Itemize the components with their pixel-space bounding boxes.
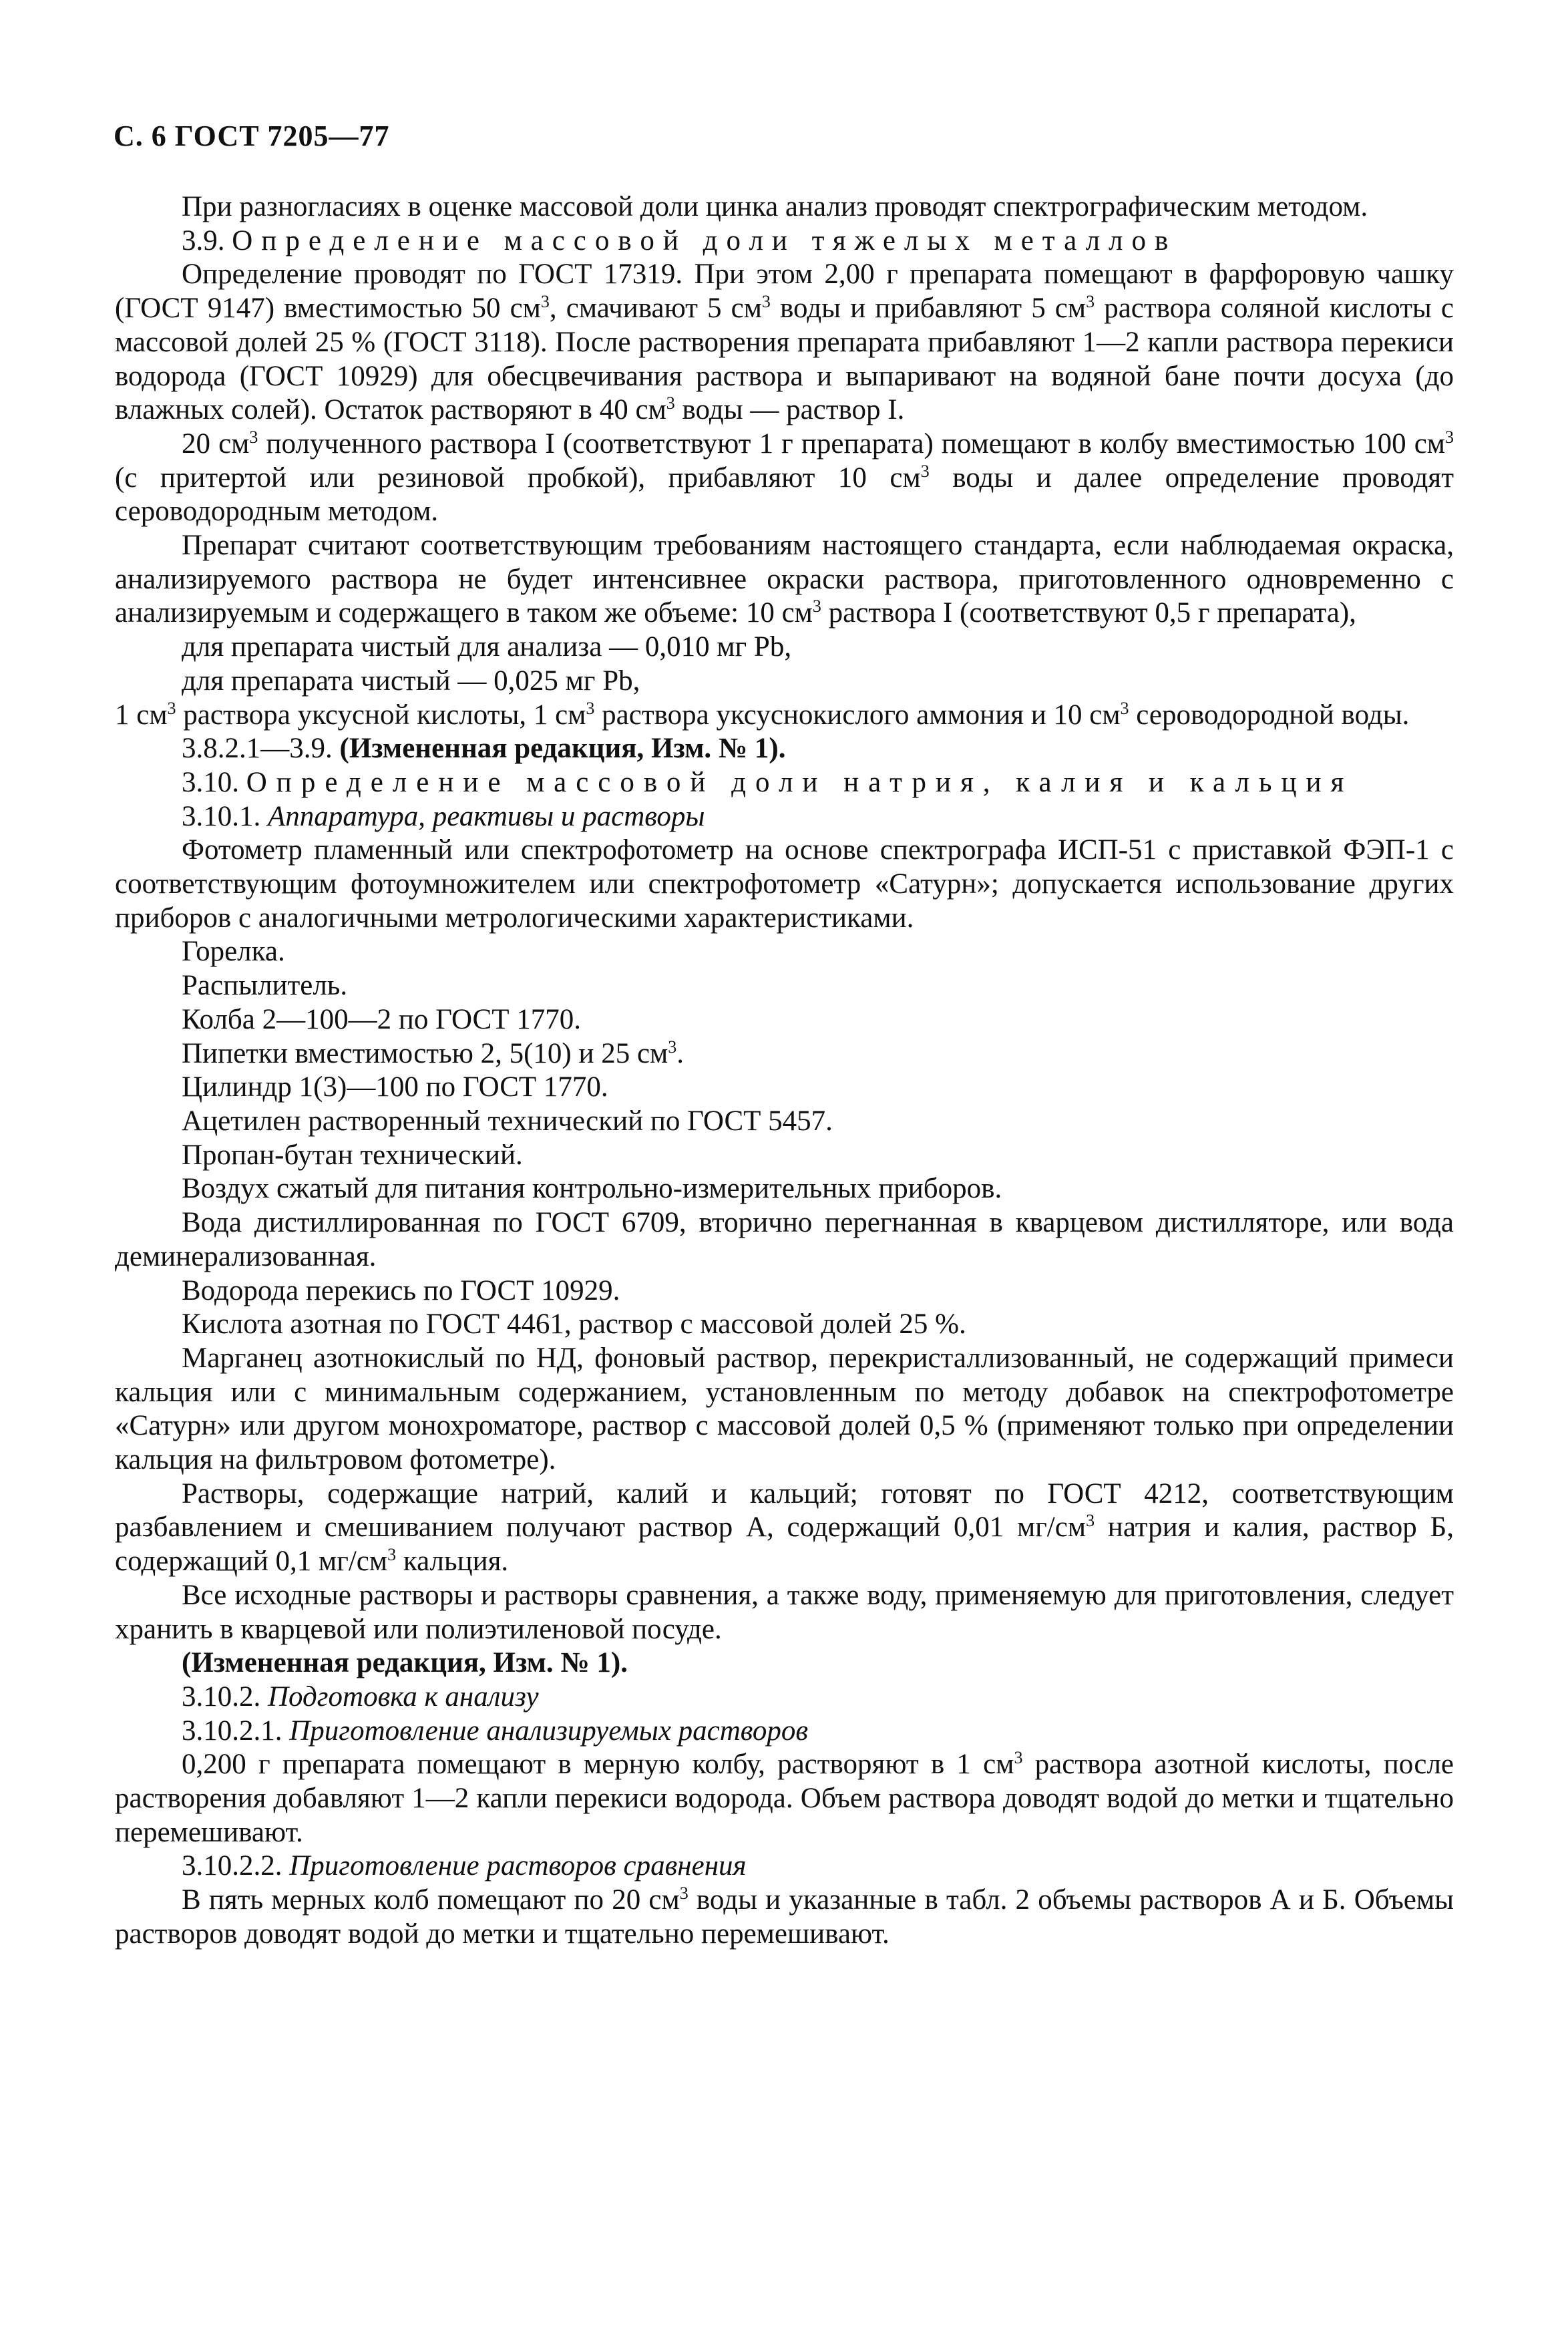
list-item: Ацетилен растворенный технический по ГОСТ 5457.	[182, 1105, 833, 1137]
paragraph: В пять мерных колб помещают по 20 $см^3$ воды и указанные в табл. 2 объемы растворов А и Б. Объемы растворов доводят водой до метки и тщательно перемешивают.	[115, 1883, 1454, 1950]
list-item: Цилиндр 1(3)—100 по ГОСТ 1770.	[182, 1071, 608, 1103]
paragraph: Фотометр пламенный или спектрофотометр на основе спектрографа ИСП-51 с приставкой ФЭП-1 с соответствующим фотоумножителем или спектрофотометр «Сатурн»; допускается использование других приборов с аналогичными метрологическими характеристиками.	[115, 834, 1454, 934]
amendment-note: 3.8.2.1—3.9. (Измененная редакция, Изм. № 1).	[182, 733, 786, 765]
subsection-heading: 3.10.2. Подготовка к анализу	[182, 1680, 539, 1713]
list-item: Колба 2—100—2 по ГОСТ 1770.	[182, 1003, 581, 1035]
paragraph: Определение проводят по ГОСТ 17319. При этом 2,00 г препарата помещают в фарфоровую чашку (ГОСТ 9147) вместимостью 50 $см^3$, смачивают 5 $см^3$ воды и прибавляют 5 $см^3$ раствора соляной кислоты с массовой долей 25 % (ГОСТ 3118). После растворения препарата прибавляют 1—2 капли раствора перекиси водорода (ГОСТ 10929) для обесцвечивания раствора и выпаривают на водяной бане почти досуха (до влажных солей). Остаток растворяют в 40 $см^3$ воды — раствор I.	[115, 258, 1454, 426]
paragraph: При разногласиях в оценке массовой доли цинка анализ проводят спектрографическим методом.	[182, 191, 1368, 222]
list-item: для препарата чистый — 0,025 мг Pb,	[182, 665, 640, 697]
subsection-heading: 3.10.1. Аппаратура, реактивы и растворы	[182, 800, 705, 832]
amendment-note: (Измененная редакция, Изм. № 1).	[182, 1647, 628, 1679]
paragraph: Препарат считают соответствующим требованиям настоящего стандарта, если наблюдаемая окраска, анализируемого раствора не будет интенсивнее окраски раствора, приготовленного одновременно с анализируемым и содержащего в таком же объеме: 10 $см^3$ раствора I (соответствуют 0,5 г препарата),	[115, 530, 1454, 629]
list-item: Горелка.	[182, 936, 285, 968]
page-header: С. 6 ГОСТ 7205—77	[114, 120, 390, 152]
section-heading: 3.9. Определение массовой доли тяжелых металлов	[182, 224, 1177, 256]
section-heading: 3.10. Определение массовой доли натрия, калия и кальция	[182, 766, 1354, 798]
paragraph: 0,200 г препарата помещают в мерную колбу, растворяют в 1 $см^3$ раствора азотной кислоты, после растворения добавляют 1—2 капли перекиси водорода. Объем раствора доводят водой до метки и тщательно перемешивают.	[115, 1748, 1454, 1848]
list-item: Кислота азотная по ГОСТ 4461, раствор с массовой долей 25 %.	[182, 1308, 966, 1340]
list-item: Вода дистиллированная по ГОСТ 6709, вторично перегнанная в кварцевом дистилляторе, или вода деминерализованная.	[115, 1207, 1454, 1272]
paragraph: Растворы, содержащие натрий, калий и кальций; готовят по ГОСТ 4212, соответствующим разбавлением и смешиванием получают раствор А, содержащий 0,01 $мг/см^3$ натрия и калия, раствор Б, содержащий 0,1 $мг/см^3$ кальция.	[115, 1477, 1454, 1578]
subsection-heading: 3.10.2.2. Приготовление растворов сравнения	[182, 1850, 747, 1882]
list-item: Пипетки вместимостью 2, 5(10) и 25 $см^3$.	[182, 1037, 684, 1069]
list-item: для препарата чистый для анализа — 0,010 мг Pb,	[182, 631, 792, 663]
paragraph: Все исходные растворы и растворы сравнения, а также воду, применяемую для приготовления, следует хранить в кварцевой или полиэтиленовой посуде.	[115, 1579, 1454, 1645]
list-item: Воздух сжатый для питания контрольно-измерительных приборов.	[182, 1173, 1002, 1205]
document-body	[115, 190, 1454, 1952]
paragraph: 20 $см^3$ полученного раствора I (соответствуют 1 г препарата) помещают в колбу вместимостью 100 $см^3$ (с притертой или резиновой пробкой), прибавляют 10 $см^3$ воды и далее определение проводят сероводородным методом.	[115, 427, 1454, 528]
paragraph: 1 $см^3$ раствора уксусной кислоты, 1 $см^3$ раствора уксуснокислого аммония и 10 $см^3$ сероводородной воды.	[115, 698, 1410, 731]
list-item: Распылитель.	[182, 970, 348, 1002]
list-item: Пропан-бутан технический.	[182, 1139, 523, 1171]
subsection-heading: 3.10.2.1. Приготовление анализируемых растворов	[182, 1715, 809, 1747]
list-item: Водорода перекись по ГОСТ 10929.	[182, 1274, 620, 1306]
paragraph: Марганец азотнокислый по НД, фоновый раствор, перекристаллизованный, не содержащий примеси кальция или с минимальным содержанием, установленным по методу добавок на спектрофотометре «Сатурн» или другом монохроматоре, раствор с массовой долей 0,5 % (применяют только при определении кальция на фильтровом фотометре).	[115, 1342, 1454, 1476]
